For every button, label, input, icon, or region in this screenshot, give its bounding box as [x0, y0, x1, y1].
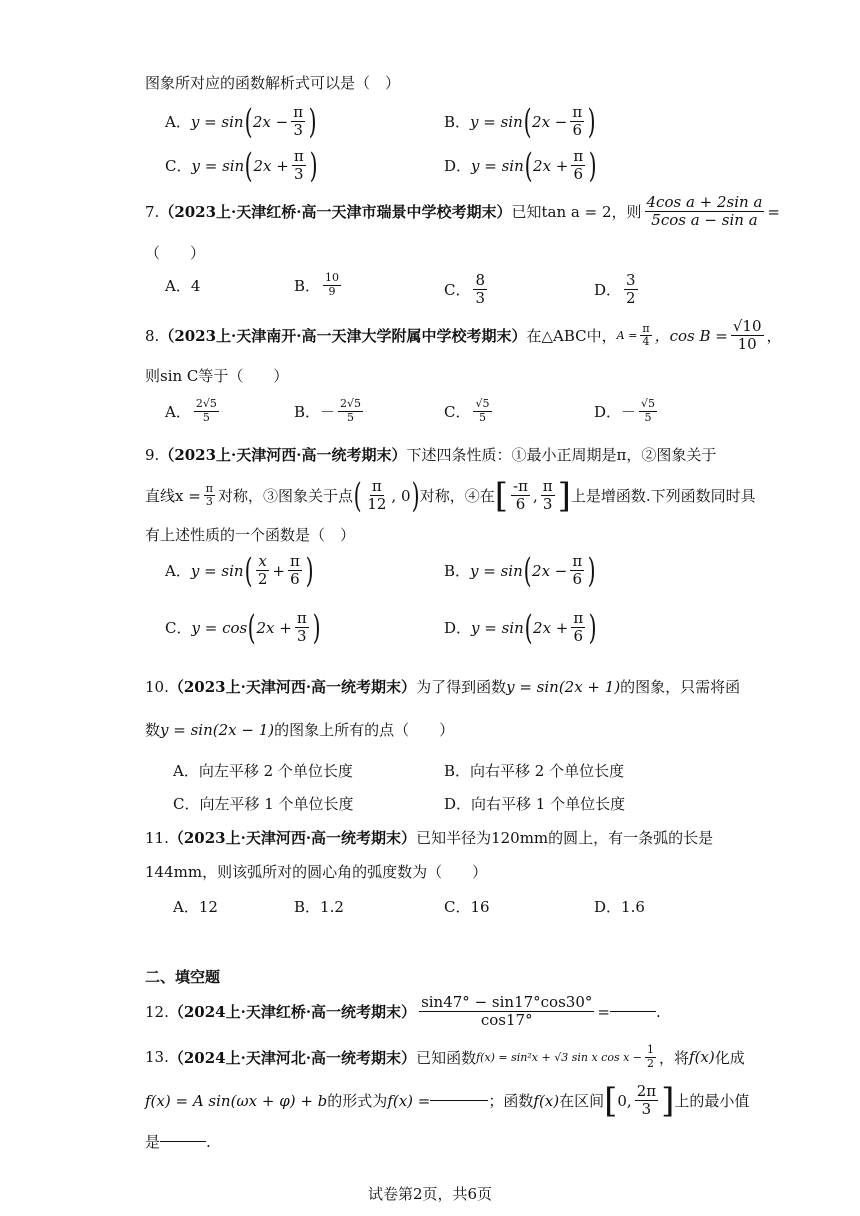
q11-line2: 144mm，则该弧所对的圆心角的弧度数为（ ）	[145, 863, 488, 881]
q7-option-c: C． $\frac{8}{3}$	[444, 271, 486, 308]
q9-option-b: B． y = sin ( 2x − $\frac{\pi}{6}$ )	[444, 550, 596, 591]
q9-option-a: A． y = sin ( $\frac{x}{2}$ + $\frac{\pi}{6}$ )	[165, 550, 314, 591]
q8-stem: 8. （2023上·天津南开·高一天津大学附属中学校考期末） 在△ABC中， A = $\frac{\pi}{4}$ ，cos B = $\frac{√10}{10}$ ，	[145, 317, 782, 354]
q13-answer-blank-2[interactable]	[160, 1141, 206, 1142]
q10-stem: 10. （2023上·天津河西·高一统考期末） 为了得到函数 y = sin(2x + 1) 的图象，只需将函	[145, 677, 741, 696]
q13-line3: 是 .	[145, 1132, 211, 1151]
q11-option-a: A．12	[173, 898, 218, 916]
q10-option-b: B．向右平移 2 个单位长度	[444, 762, 625, 780]
q10-line2: 数 y = sin(2x − 1) 的图象上所有的点（ ）	[145, 720, 455, 739]
section-title-fill-in: 二、填空题	[145, 968, 221, 986]
q11-option-d: D．1.6	[594, 898, 645, 916]
q6-option-c: C． y = sin ( 2x + $\frac{\pi}{3}$ )	[165, 145, 318, 186]
q8-option-c: C． $\frac{√5}{5}$	[444, 397, 490, 424]
q7-option-b: B． $\frac{10}{9}$	[294, 271, 340, 298]
q10-option-c: C．向左平移 1 个单位长度	[173, 795, 354, 813]
q11-stem: 11. （2023上·天津河西·高一统考期末） 已知半径为120mm的圆上，有一条弧的长是	[145, 828, 714, 847]
q13-line2: f(x) = A sin(ωx + φ) + b 的形式为 f(x) = ；函数 f(x) 在区间 [ 0, $\frac{2\pi}{3}$ ] 上的最小值	[145, 1080, 750, 1121]
q7-option-a: A．4	[165, 277, 201, 295]
q9-line2: 直线x = $\frac{\pi}{3}$ 对称，③图象关于点 ( $\frac{\pi}{12}$ , 0 ) 对称，④在 [ $\frac{-\pi}{6}$ , $\frac{\pi}{3}$ ] 上是增函数.下列函数同时具	[145, 475, 756, 516]
page-footer: 试卷第2页，共6页	[367, 1185, 493, 1203]
q6-option-a: A． y = sin ( 2x − $\frac{\pi}{3}$ )	[165, 101, 317, 142]
q9-line3: 有上述性质的一个函数是（ ）	[145, 526, 356, 544]
q8-option-a: A． $\frac{2√5}{5}$	[165, 397, 217, 424]
q9-stem: 9. （2023上·天津河西·高一统考期末） 下述四条性质：①最小正周期是π，②图象关于	[145, 445, 717, 464]
q6-stem-tail: 图象所对应的函数解析式可以是（ ）	[145, 74, 401, 92]
q12-stem: 12. （2024上·天津红桥·高一统考期末） $\frac{\sin 47^\circ - \sin 17^\circ\cos 30^\circ}{\cos 17^\circ}$ = .	[145, 993, 661, 1030]
q8-option-b: B．－ $\frac{2√5}{5}$	[294, 397, 362, 424]
q9-option-d: D． y = sin ( 2x + $\frac{\pi}{6}$ )	[444, 607, 597, 648]
q8-option-d: D．－ $\frac{√5}{5}$	[594, 397, 656, 424]
q8-line2: 则sin C等于（ ）	[145, 367, 289, 385]
q12-answer-blank[interactable]	[610, 1011, 656, 1012]
q7-option-d: D． $\frac{3}{2}$	[594, 271, 636, 308]
q6-option-b: B． y = sin ( 2x − $\frac{\pi}{6}$ )	[444, 101, 596, 142]
q9-option-c: C． y = cos ( 2x + $\frac{\pi}{3}$ )	[165, 607, 321, 648]
q11-option-b: B．1.2	[294, 898, 344, 916]
q7-paren: （ ）	[145, 244, 206, 262]
q10-option-a: A．向左平移 2 个单位长度	[173, 762, 353, 780]
q13-answer-blank-1[interactable]	[430, 1100, 488, 1101]
q10-option-d: D．向右平移 1 个单位长度	[444, 795, 626, 813]
q13-stem: 13. （2024上·天津河北·高一统考期末） 已知函数 f(x) = sin²x + √3 sin x cos x − $\frac{1}{2}$ ，将 f(x) 化成	[145, 1043, 745, 1070]
q7-stem: 7. （2023上·天津红桥·高一天津市瑞景中学校考期末） 已知tan a = 2，则 $\frac{\text{4cos a + 2sin a}}{\text{5cos a − sin a}}$ =	[145, 193, 780, 230]
q11-option-c: C．16	[444, 898, 490, 916]
q6-option-d: D． y = sin ( 2x + $\frac{\pi}{6}$ )	[444, 145, 597, 186]
